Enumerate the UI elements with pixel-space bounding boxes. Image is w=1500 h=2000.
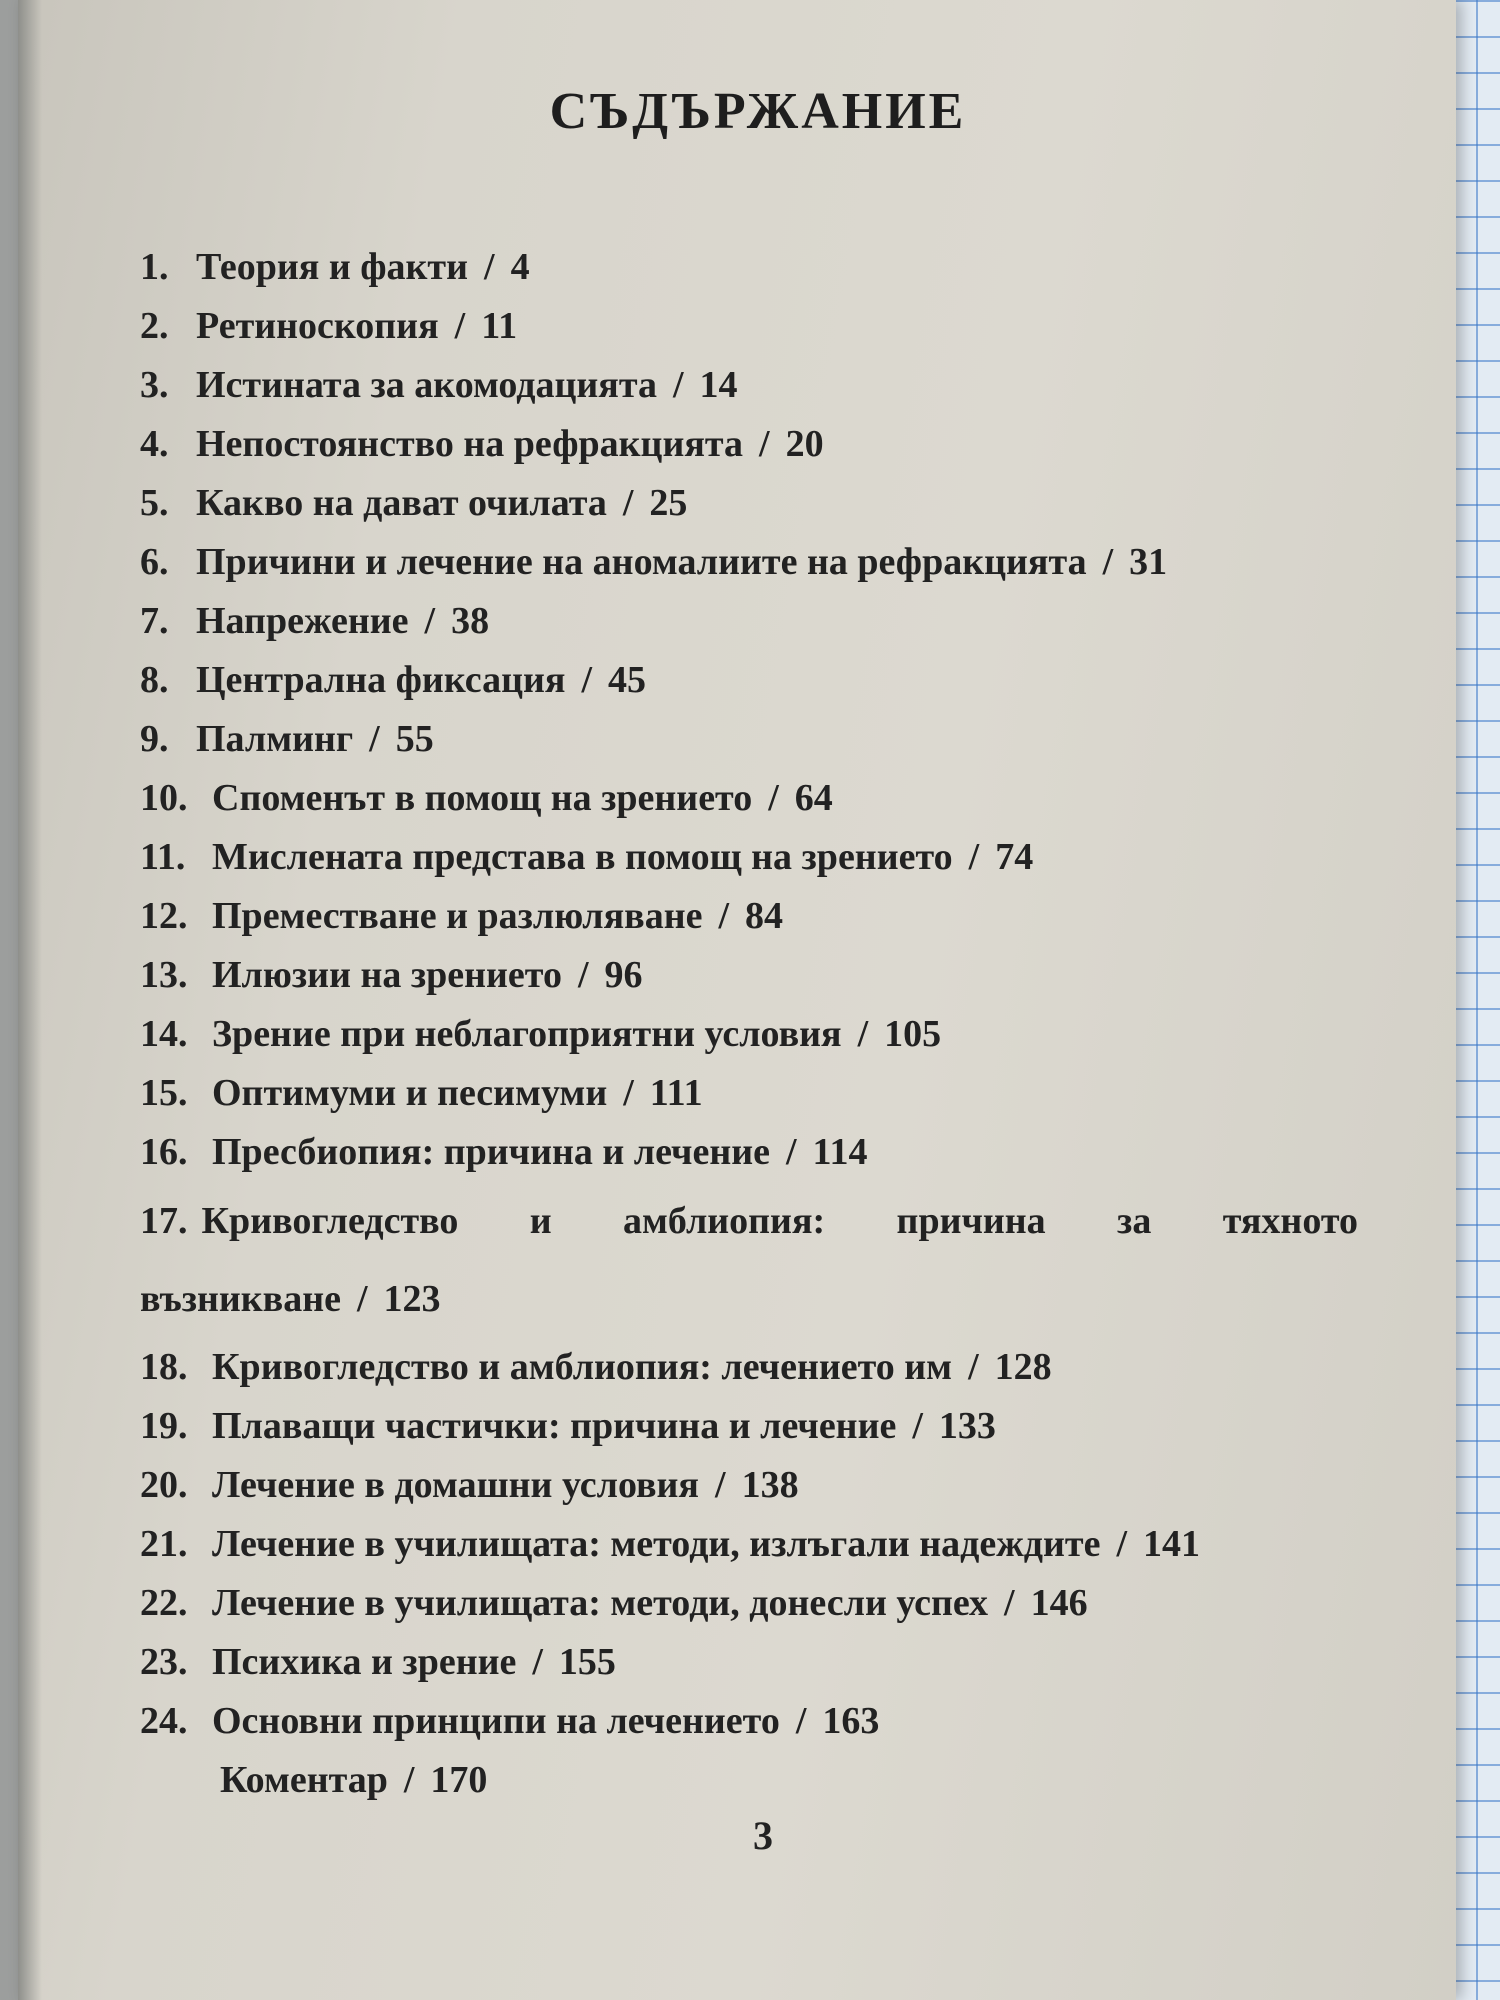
toc-entry xyxy=(140,651,1358,710)
toc-entry xyxy=(140,1123,1358,1182)
toc-entry xyxy=(140,887,1358,946)
toc-entry-number: 12. xyxy=(140,895,188,937)
toc-entry-title: Пресбиопия: причина и лечение xyxy=(212,1131,770,1173)
toc-entry-number: 20. xyxy=(140,1464,188,1506)
toc-entry-page: 74 xyxy=(995,836,1034,878)
toc-entry-separator: / xyxy=(968,836,980,878)
toc-entry-separator: / xyxy=(577,954,589,996)
toc-entry-number: 13. xyxy=(140,954,188,996)
toc-entry-title: Кривогледство и амблиопия: лечението им xyxy=(212,1346,953,1388)
toc-entry-title: Лечение в училищата: методи, излъгали надеждите xyxy=(212,1523,1101,1565)
toc-entry xyxy=(140,474,1358,533)
toc-entry-page: 64 xyxy=(794,777,833,819)
page-gutter-shadow xyxy=(18,0,42,2000)
toc-entry xyxy=(140,1005,1358,1064)
toc-entry-page: 114 xyxy=(812,1131,868,1173)
toc-entry-page: 123 xyxy=(383,1278,441,1320)
toc-entry-page: 170 xyxy=(430,1759,488,1801)
toc-entry-page: 84 xyxy=(745,895,784,937)
toc-entry-separator: / xyxy=(795,1700,807,1742)
toc-entry-title: Централна фиксация xyxy=(196,659,566,701)
toc-entry-number: 15. xyxy=(140,1072,188,1114)
toc-entry xyxy=(140,1456,1358,1515)
toc-entry-number: 22. xyxy=(140,1582,188,1624)
toc-entry-page: 31 xyxy=(1129,541,1168,583)
toc-entry-title: Лечение в домашни условия xyxy=(212,1464,699,1506)
toc-entry-title: Споменът в помощ на зрението xyxy=(212,777,753,819)
toc-entry-number: 1. xyxy=(140,246,169,288)
toc-entry-page: 105 xyxy=(884,1013,942,1055)
toc-entry-separator: / xyxy=(484,246,495,288)
toc-entry-title: Плаващи частички: причина и лечение xyxy=(212,1405,897,1447)
toc-entry-title: Основни принципи на лечението xyxy=(212,1700,780,1742)
toc-entry xyxy=(140,1064,1358,1123)
toc-entry xyxy=(140,1692,1358,1751)
toc-entry-number: 23. xyxy=(140,1641,188,1683)
toc-entry xyxy=(140,710,1358,769)
toc-entry-number: 24. xyxy=(140,1700,188,1742)
toc-entry-page: 111 xyxy=(649,1072,703,1114)
toc-entry xyxy=(140,946,1358,1005)
toc-entry-title: Ретиноскопия xyxy=(196,305,439,347)
toc-entry-number: 3. xyxy=(140,364,169,406)
toc-entry-title: Непостоянство на рефракцията xyxy=(196,423,744,465)
toc-entry-separator: / xyxy=(424,600,436,642)
toc-entry-title: Коментар xyxy=(220,1759,388,1801)
toc-entry-page: 128 xyxy=(994,1346,1052,1388)
toc-entry-title: Мислената представа в помощ на зрението xyxy=(212,836,953,878)
toc-entry-separator: / xyxy=(369,718,380,760)
toc-entry-separator: / xyxy=(715,1464,726,1506)
toc-entry xyxy=(140,1751,1358,1810)
table-of-contents xyxy=(140,238,1358,1810)
toc-entry xyxy=(140,828,1358,887)
toc-entry xyxy=(140,592,1358,651)
toc-entry xyxy=(140,297,1358,356)
toc-entry-number: 8. xyxy=(140,659,169,701)
toc-entry-title: Лечение в училищата: методи, донесли успех xyxy=(212,1582,989,1624)
toc-entry-title: Истината за акомодацията xyxy=(196,364,657,406)
toc-entry xyxy=(140,1182,1358,1338)
toc-entry-page: 4 xyxy=(510,246,530,288)
toc-entry-page: 155 xyxy=(558,1641,616,1683)
toc-entry-separator: / xyxy=(623,1072,634,1114)
toc-entry-page: 141 xyxy=(1143,1523,1200,1565)
toc-entry-number: 10. xyxy=(140,777,188,819)
page-number: 3 xyxy=(753,1813,773,1858)
toc-entry-title: Палминг xyxy=(196,718,354,760)
toc-entry-separator: / xyxy=(454,305,466,347)
toc-entry-separator: / xyxy=(532,1641,543,1683)
toc-entry xyxy=(140,1338,1358,1397)
toc-entry-number: 5. xyxy=(140,482,169,524)
toc-entry-separator: / xyxy=(857,1013,869,1055)
toc-entry-separator: / xyxy=(785,1131,797,1173)
toc-entry xyxy=(140,1515,1358,1574)
toc-entry xyxy=(140,1633,1358,1692)
toc-entry-title: Причини и лечение на аномалиите на рефракцията xyxy=(196,541,1087,583)
toc-entry-separator: / xyxy=(718,895,730,937)
toc-entry-number: 2. xyxy=(140,305,169,347)
toc-entry-separator: / xyxy=(356,1278,368,1320)
toc-entry-title: Оптимуми и песимуми xyxy=(212,1072,608,1114)
toc-entry-title: Психика и зрение xyxy=(212,1641,517,1683)
toc-entry-title: Какво на дават очилата xyxy=(196,482,607,524)
toc-entry-separator: / xyxy=(622,482,634,524)
toc-entry xyxy=(140,356,1358,415)
toc-entry-number: 21. xyxy=(140,1523,188,1565)
toc-entry-title: Зрение при неблагоприятни условия xyxy=(212,1013,842,1055)
toc-entry-page: 96 xyxy=(604,954,643,996)
toc-entry-separator: / xyxy=(759,423,770,465)
toc-entry-title: Теория и факти xyxy=(196,246,468,288)
toc-entry-number: 4. xyxy=(140,423,169,465)
toc-entry-page: 20 xyxy=(785,423,824,465)
toc-entry-separator: / xyxy=(581,659,593,701)
toc-entry-separator: / xyxy=(403,1759,415,1801)
toc-entry-number: 18. xyxy=(140,1346,188,1388)
toc-entry-separator: / xyxy=(1004,1582,1015,1624)
toc-entry-page: 14 xyxy=(699,364,738,406)
toc-entry-separator: / xyxy=(1116,1523,1127,1565)
toc-entry-page: 55 xyxy=(395,718,434,760)
toc-entry-title: Илюзии на зрението xyxy=(212,954,562,996)
toc-entry xyxy=(140,1397,1358,1456)
toc-entry-page: 45 xyxy=(608,659,647,701)
toc-entry-title: Кривогледство и амблиопия: причина за тяхното възникване xyxy=(140,1200,1358,1320)
toc-entry xyxy=(140,1574,1358,1633)
toc-entry-number: 11. xyxy=(140,836,186,878)
toc-entry-separator: / xyxy=(968,1346,979,1388)
toc-entry-separator: / xyxy=(672,364,684,406)
toc-entry-number: 14. xyxy=(140,1013,188,1055)
toc-entry-number: 17. xyxy=(140,1200,188,1242)
toc-entry xyxy=(140,415,1358,474)
toc-entry-page: 11 xyxy=(481,305,518,347)
toc-entry-page: 138 xyxy=(741,1464,799,1506)
page-title: СЪДЪРЖАНИЕ xyxy=(549,83,967,140)
toc-entry-page: 163 xyxy=(822,1700,880,1742)
toc-entry xyxy=(140,769,1358,828)
toc-entry-page: 146 xyxy=(1030,1582,1088,1624)
toc-entry-number: 19. xyxy=(140,1405,188,1447)
toc-entry-separator: / xyxy=(1102,541,1114,583)
toc-entry-number: 6. xyxy=(140,541,169,583)
toc-entry-page: 133 xyxy=(938,1405,996,1447)
toc-entry-separator: / xyxy=(768,777,779,819)
toc-entry-number: 9. xyxy=(140,718,169,760)
toc-entry-page: 25 xyxy=(649,482,688,524)
toc-entry-number: 7. xyxy=(140,600,169,642)
toc-entry-number: 16. xyxy=(140,1131,188,1173)
toc-entry-title: Преместване и разлюляване xyxy=(212,895,703,937)
toc-entry xyxy=(140,238,1358,297)
toc-entry xyxy=(140,533,1358,592)
toc-entry-separator: / xyxy=(912,1405,923,1447)
toc-entry-page: 38 xyxy=(451,600,490,642)
toc-entry-title: Напрежение xyxy=(196,600,409,642)
book-page xyxy=(18,0,1456,2000)
